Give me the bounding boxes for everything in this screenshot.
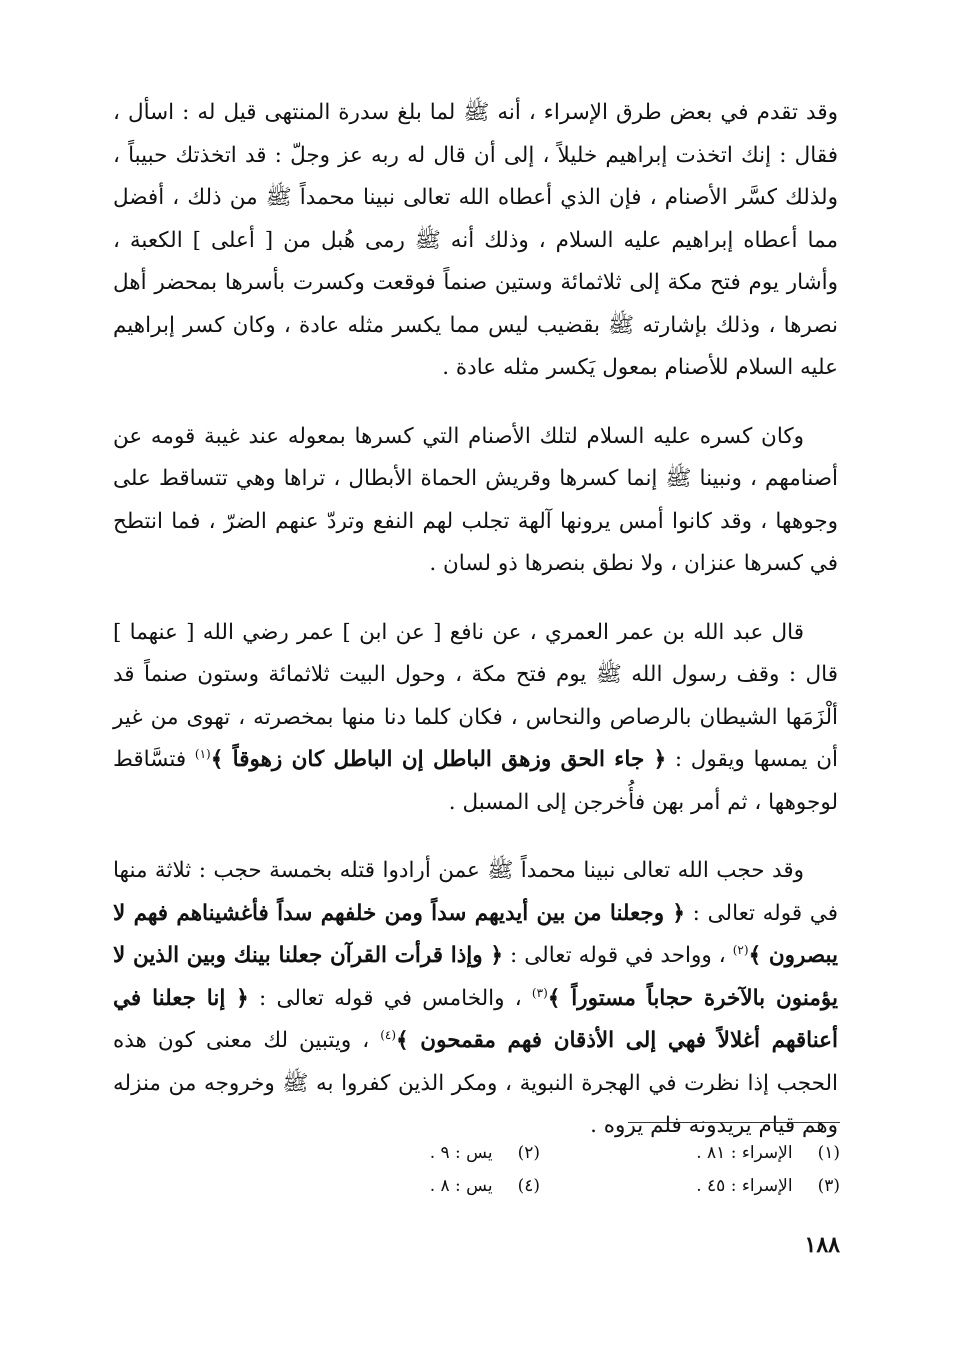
paragraph-3 xyxy=(113,612,838,825)
footnote-2 xyxy=(280,1137,540,1170)
text-segment: ، وواحد في قوله تعالى : xyxy=(502,943,733,968)
footnote-ref: (٢) xyxy=(732,942,749,957)
page-body xyxy=(113,92,838,1174)
footnote-text: يس : ٨ . xyxy=(429,1176,493,1196)
quran-verse: ﴿ وجعلنا من بين أيديهم سداً ومن خلفهم سداً فأغشيناهم فهم لا يبصرون ﴾ xyxy=(113,900,838,968)
footnotes xyxy=(280,1137,840,1203)
footnote-ref: (٤) xyxy=(380,1027,397,1042)
quran-verse: ﴿ وإذا قرأت القرآن جعلنا بينك وبين الذين لا يؤمنون بالآخرة حجاباً مستوراً ﴾ xyxy=(113,943,838,1011)
text-segment: فتسَّاقط لوجوهها ، ثم أمر بهن فأُخرجن إلى المسبل . xyxy=(113,747,838,815)
footnote-text: الإسراء : ٤٥ . xyxy=(696,1176,793,1196)
text-segment: وكان كسره عليه السلام لتلك الأصنام التي كسرها بمعوله عند غيبة قومه عن أصنامهم ، ونبينا ﷺ إنما كسرها وقريش الحماة الأبطال ، تراها وهي تتساقط على وجوهها ، وقد كانوا أمس يرونها آلهة تجلب لهم النفع وتردّ عنهم الضرّ ، فما انتطح في كسرها عنزان ، ولا نطق بنصرها ذو لسان . xyxy=(113,423,838,576)
text-segment: قال عبد الله بن عمر العمري ، عن نافع [ عن ابن ] عمر رضي الله [ عنهما ] قال : وقف رسول الله ﷺ يوم فتح مكة ، وحول البيت ثلاثمائة وستون صنماً قد ألْزَمَها الشيطان بالرصاص والنحاس ، فكان كلما دنا منها بمخصرته ، تهوى من غير أن يمسها ويقول : xyxy=(113,619,838,772)
footnote-ref: (١) xyxy=(194,746,211,761)
footnote-text: الإسراء : ٨١ . xyxy=(696,1143,793,1163)
paragraph-4 xyxy=(113,850,838,1148)
footnote-number: (٢) xyxy=(517,1143,540,1163)
text-segment: وقد تقدم في بعض طرق الإسراء ، أنه ﷺ لما بلغ سدرة المنتهى قيل له : اسأل ، فقال : إنك اتخذت إبراهيم خليلاً ، إلى أن قال له ربه عز وجلّ : قد اتخذتك حبيباً ، ولذلك كسَّر الأصنام ، فإن الذي أعطاه الله تعالى نبينا محمداً ﷺ من ذلك ، أفضل مما أعطاه إبراهيم عليه السلام ، وذلك أنه ﷺ رمى هُبل من [ أعلى ] الكعبة ، وأشار يوم فتح مكة إلى ثلاثمائة وستين صنماً فوقعت وكسرت بأسرها بمحضر أهل نصرها ، وذلك بإشارته ﷺ بقضيب ليس مما يكسر مثله عادة ، وكان كسر إبراهيم عليه السلام للأصنام بمعول يَكسر مثله عادة . xyxy=(113,100,838,380)
quran-verse: ﴿ جاء الحق وزهق الباطل إن الباطل كان زهوقاً ﴾ xyxy=(210,747,667,772)
footnote-text: يس : ٩ . xyxy=(429,1143,493,1163)
footnote-number: (٣) xyxy=(817,1176,840,1196)
text-segment: ، والخامس في قوله تعالى : xyxy=(248,985,532,1011)
text-segment: وقد حجب الله تعالى نبينا محمداً ﷺ عمن أرادوا قتله بخمسة حجب : ثلاثة منها في قوله تعالى : xyxy=(113,858,838,926)
page-number: ١٨٨ xyxy=(804,1232,840,1258)
footnote-number: (١) xyxy=(817,1143,840,1163)
paragraph-1 xyxy=(113,92,838,390)
footnote-3 xyxy=(580,1170,840,1203)
text-segment: ، ويتبين لك معنى كون هذه الحجب إذا نظرت في الهجرة النبوية ، ومكر الذين كفروا به ﷺ وخروجه من منزله وهم قيام يريدونه فلم يروه . xyxy=(113,1028,838,1138)
quran-verse: ﴿ إنا جعلنا في أعناقهم أغلالاً فهي إلى الأذقان فهم مقمحون ﴾ xyxy=(113,985,838,1053)
footnote-1 xyxy=(580,1137,840,1170)
footnote-ref: (٣) xyxy=(531,985,548,1000)
footnote-divider xyxy=(628,1122,840,1123)
footnote-4 xyxy=(280,1170,540,1203)
footnote-number: (٤) xyxy=(517,1176,540,1196)
paragraph-2 xyxy=(113,416,838,586)
